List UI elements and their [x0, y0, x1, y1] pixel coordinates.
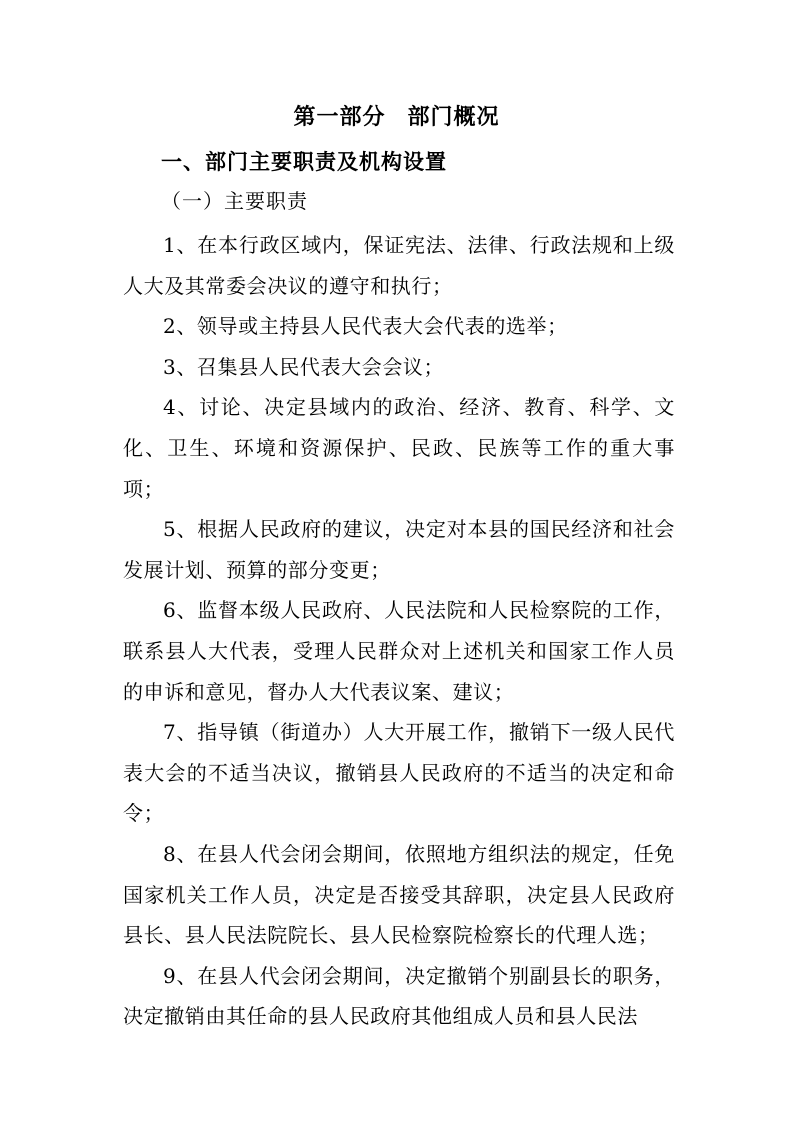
- duty-item-7: 7、指导镇（街道办）人大开展工作，撤销下一级人民代表大会的不适当决议，撤销县人民政府的不适当的决定和命令；: [123, 720, 675, 826]
- duties-list: [123, 225, 675, 1037]
- duty-item-8: 8、在县人代会闭会期间，依照地方组织法的规定，任免国家机关工作人员，决定是否接受其辞职，决定县人民政府县长、县人民法院院长、县人民检察院检察长的代理人选；: [123, 841, 675, 948]
- page-title-part1: 第一部分: [293, 105, 386, 130]
- duty-item-3: 3、召集县人民代表大会会议；: [163, 354, 445, 379]
- subsection-heading: （一）主要职责: [161, 189, 308, 213]
- duty-item-4: 4、讨论、决定县域内的政治、经济、教育、科学、文化、卫生、环境和资源保护、民政、民族等工作的重大事项；: [123, 395, 675, 501]
- page-title-part2: 部门概况: [407, 105, 500, 130]
- duty-item-5: 5、根据人民政府的建议，决定对本县的国民经济和社会发展计划、预算的部分变更；: [123, 517, 675, 582]
- duty-item-6: 6、监督本级人民政府、人民法院和人民检察院的工作，联系县人大代表，受理人民群众对上述机关和国家工作人员的申诉和意见，督办人大代表议案、建议；: [123, 598, 675, 704]
- duty-item-2: 2、领导或主持县人民代表大会代表的选举；: [163, 314, 568, 339]
- duty-item-9: 9、在县人代会闭会期间，决定撤销个别副县长的职务，决定撤销由其任命的县人民政府其他组成人员和县人民法: [123, 963, 675, 1029]
- duty-item-1: 1、在本行政区域内，保证宪法、法律、行政法规和上级人大及其常委会决议的遵守和执行；: [123, 233, 675, 298]
- page-title: [0, 103, 793, 133]
- section-heading: 一、部门主要职责及机构设置: [161, 150, 447, 174]
